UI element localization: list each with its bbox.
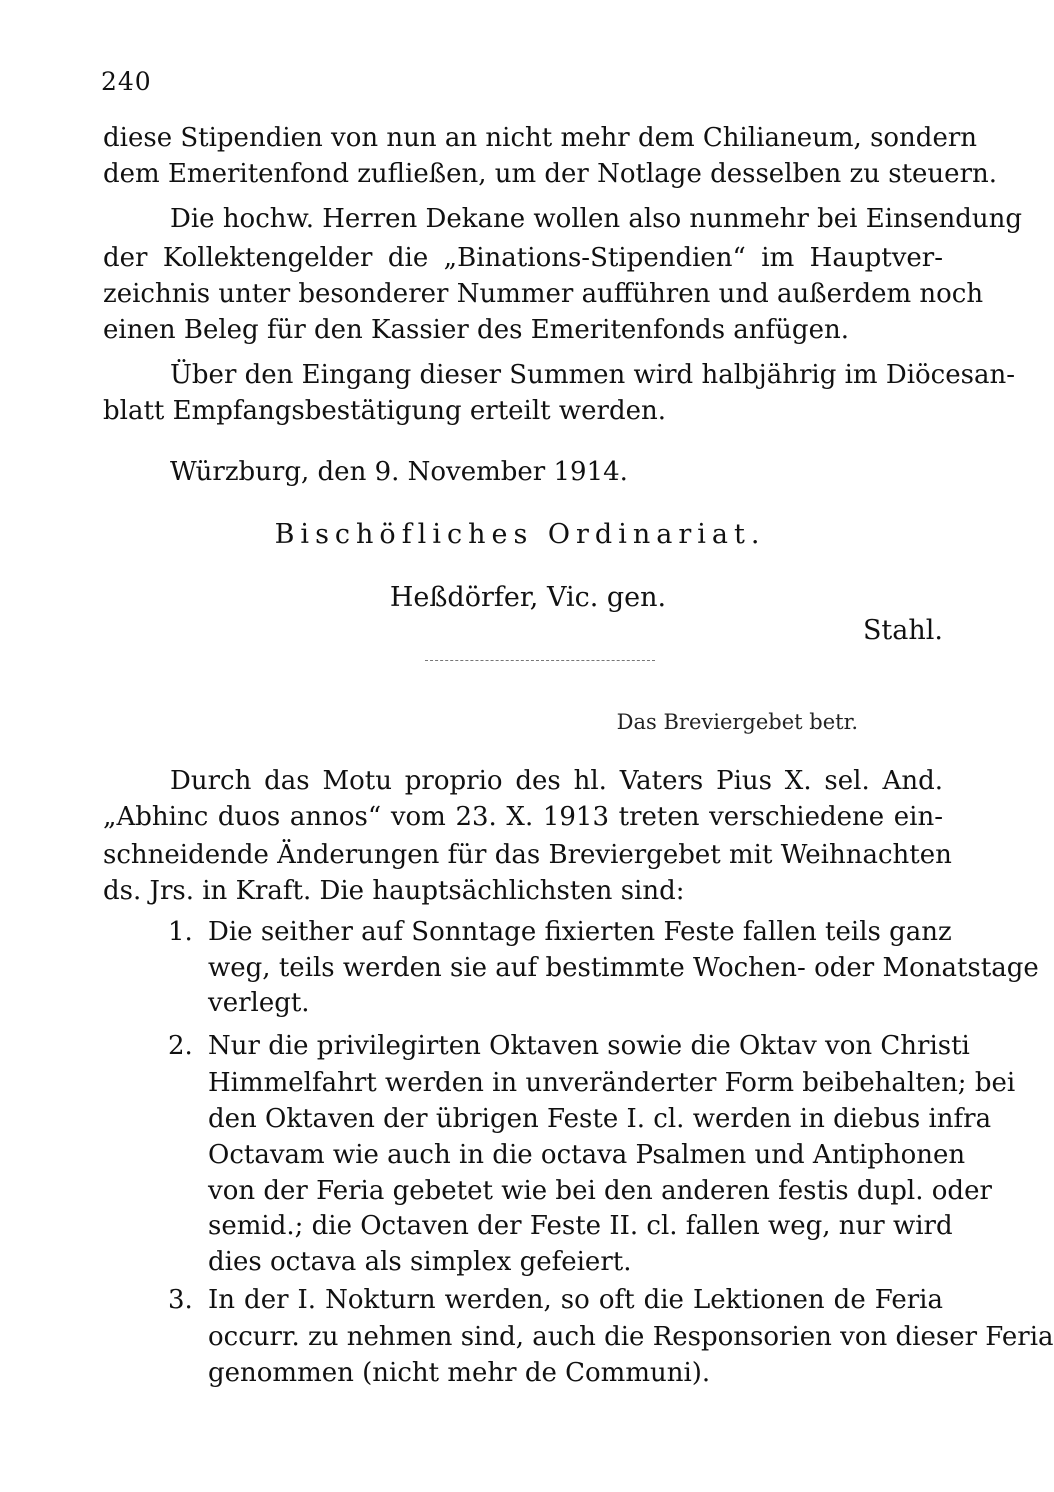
subject-heading: Das Breviergebet betr. <box>616 710 858 734</box>
list-item-line: Himmelfahrt werden in unveränderter Form beibehalten; bei <box>208 1068 1016 1098</box>
issuing-authority: Bischöfliches Ordinariat. <box>274 519 766 550</box>
body-text-line: schneidende Änderungen für das Breviergebet mit Weihnachten <box>103 840 952 870</box>
signature-vicar-general: Heßdörfer, Vic. gen. <box>389 582 667 613</box>
body-text-line: blatt Empfangsbestätigung erteilt werden. <box>103 396 666 426</box>
list-item-line: Octavam wie auch in die octava Psalmen und Antiphonen <box>208 1140 966 1170</box>
dateline: Würzburg, den 9. November 1914. <box>170 457 628 487</box>
signature-secretary: Stahl. <box>862 615 943 646</box>
section-divider <box>425 660 655 661</box>
list-item-line: In der I. Nokturn werden, so oft die Lektionen de Feria <box>208 1285 943 1315</box>
body-text-line: Über den Eingang dieser Summen wird halbjährig im Diöcesan- <box>170 360 1015 390</box>
list-item-line: Die seither auf Sonntage fixierten Feste fallen teils ganz <box>208 917 952 947</box>
list-item-line: occurr. zu nehmen sind, auch die Responsorien von dieser Feria <box>208 1322 1054 1352</box>
body-text-line: ds. Jrs. in Kraft. Die hauptsächlichsten sind: <box>103 876 685 906</box>
body-text-line: zeichnis unter besonderer Nummer aufführen und außerdem noch <box>103 279 984 309</box>
body-text-line: „Abhinc duos annos“ vom 23. X. 1913 treten verschiedene ein- <box>103 802 943 832</box>
page-number: 240 <box>101 67 152 96</box>
list-item-line: weg, teils werden sie auf bestimmte Wochen- oder Monatstage <box>208 953 1039 983</box>
list-item-number: 2. <box>168 1031 193 1061</box>
list-item-line: dies octava als simplex gefeiert. <box>208 1247 632 1277</box>
body-text-line: der Kollektengelder die „Binations-Stipendien“ im Hauptver- <box>103 243 943 273</box>
list-item-line: verlegt. <box>208 988 310 1018</box>
list-item-number: 1. <box>168 917 193 947</box>
body-text-line: Durch das Motu proprio des hl. Vaters Pius X. sel. And. <box>170 766 943 796</box>
body-text-line: dem Emeritenfond zufließen, um der Notlage desselben zu steuern. <box>103 159 998 189</box>
list-item-line: semid.; die Octaven der Feste II. cl. fallen weg, nur wird <box>208 1211 953 1241</box>
list-item-line: Nur die privilegirten Oktaven sowie die Oktav von Christi <box>208 1031 970 1061</box>
body-text-line: diese Stipendien von nun an nicht mehr dem Chilianeum, sondern <box>103 123 978 153</box>
body-text-line: Die hochw. Herren Dekane wollen also nunmehr bei Einsendung <box>170 204 1023 234</box>
list-item-line: von der Feria gebetet wie bei den anderen festis dupl. oder <box>208 1176 992 1206</box>
body-text-line: einen Beleg für den Kassier des Emeritenfonds anfügen. <box>103 315 849 345</box>
list-item-line: genommen (nicht mehr de Communi). <box>208 1358 711 1388</box>
list-item-number: 3. <box>168 1285 193 1315</box>
list-item-line: den Oktaven der übrigen Feste I. cl. werden in diebus infra <box>208 1104 992 1134</box>
